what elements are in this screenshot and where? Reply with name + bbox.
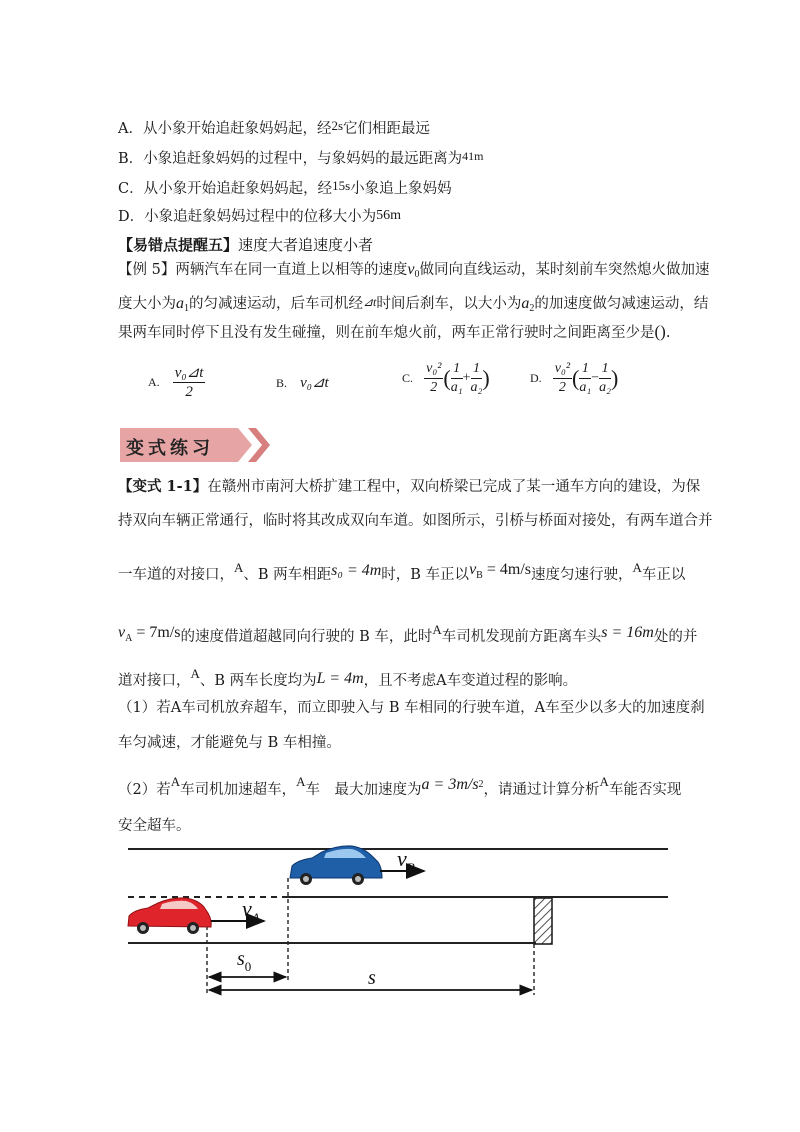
option-c-label: C． [118, 181, 144, 197]
example5-text: 度大小为 [118, 296, 176, 312]
choice-d-paren-open: ( [572, 365, 580, 391]
choice-c-paren-close: ) [482, 365, 490, 391]
option-a-text-after: 它们相距最远 [343, 121, 431, 137]
var-a1: a [176, 295, 184, 312]
var-A: A [296, 774, 306, 789]
variant-text: 时，B 车正以 [381, 567, 470, 583]
choice-a-num: v₀⊿t [174, 365, 204, 381]
choice-a-den: 2 [185, 384, 193, 400]
variant-text: 的速度借道超越同向行驶的 B 车，此时 [180, 629, 433, 645]
choice-c-paren-open: ( [443, 365, 451, 391]
eq-vb: v [469, 561, 477, 578]
choice-b-label: B. [276, 376, 288, 390]
var-a2-sub: 2 [529, 303, 535, 314]
variant-text: 车变道过程的影响。 [446, 673, 578, 689]
question2-text: 车司机加速超车， [180, 782, 297, 798]
choice-d-frac2-num: 1 [599, 360, 611, 379]
question1-text: （1）若 [118, 700, 171, 716]
option-c-value: 15s [332, 178, 351, 193]
example5-text: 的匀减速运动，后车司机经 [189, 296, 363, 312]
variant-text: 一车道的对接口， [118, 567, 234, 583]
option-d-label: D． [118, 209, 145, 225]
eq-va-sub: A [125, 633, 133, 644]
example5-text: 的加速度做匀减速运动，结 [534, 296, 709, 312]
car-a [128, 898, 211, 934]
question2-text: （2）若 [118, 782, 171, 798]
variant-text: 车正以 [641, 567, 686, 583]
option-b-text: 小象追赶象妈妈的过程中，与象妈妈的最远距离为 [143, 151, 463, 167]
merge-barrier [534, 898, 552, 944]
label-s0: $s_0$ [237, 948, 252, 974]
variant-text: 在赣州市南河大桥扩建工程中，双向桥梁已完成了某一通车方向的建设，为保 [207, 479, 701, 495]
label-vb: $v_B$ [397, 846, 415, 875]
choice-d-prefix-num: v₀² [553, 360, 572, 379]
choice-d-frac1-num: 1 [579, 360, 591, 379]
eq-vb-val: = 4m/s [482, 561, 531, 578]
practice-banner-text: 变式练习 [126, 438, 214, 459]
option-c-text-after: 小象追上象妈妈 [350, 181, 452, 197]
var-A: A [432, 622, 442, 637]
choice-c-frac1-num: 1 [451, 360, 463, 379]
var-A: A [170, 774, 181, 789]
var-A: A [599, 774, 609, 789]
example5-text: 时间后刹车，以大小为 [376, 296, 522, 312]
option-d-text: 小象追赶象妈妈过程中的位移大小为 [144, 209, 377, 225]
var-v0-sub: 0 [414, 269, 420, 280]
var-A: A [170, 700, 182, 716]
question2-text: 安全超车。 [118, 818, 191, 834]
option-a-label: A． [118, 121, 143, 137]
variant-label: 【变式 1-1】 [118, 478, 208, 495]
choice-c-frac2-den: a₂ [470, 380, 483, 395]
label-s: s [368, 967, 376, 989]
eq-a: a = 3m/s [421, 776, 479, 793]
question1-text: 车匀减速，才能避免与 B 车相撞。 [118, 735, 341, 751]
example5-period: . [665, 325, 671, 341]
variant-text: 、B 两车相距 [243, 567, 332, 583]
choice-d-op: − [591, 370, 600, 386]
var-A: A [534, 700, 546, 716]
label-va: $v_A$ [242, 896, 260, 925]
example5-label: 【例 5】 [118, 262, 176, 278]
choice-c-prefix-num: v₀² [424, 360, 443, 379]
question1-text: 车至少以多大的加速度刹 [545, 700, 705, 716]
choice-c-label: C. [402, 371, 414, 385]
variant-text: 道对接口， [118, 673, 191, 689]
question2-text: 车 最大加速度为 [305, 782, 422, 798]
eq-a-sup: 2 [478, 779, 484, 790]
choice-c-frac2-num: 1 [471, 360, 483, 379]
eq-s0: s₀ = 4m [331, 562, 382, 579]
var-A: A [234, 560, 244, 575]
choice-d-frac1-den: a₁ [579, 380, 592, 395]
variant-text: 、B 两车长度均为 [199, 673, 317, 689]
choice-d-frac2-den: a₂ [599, 380, 612, 395]
choice-c-op: + [462, 370, 471, 386]
question1-text: 车司机放弃超车，而立即驶入与 B 车相同的行驶车道， [181, 700, 535, 716]
variant-text: 车司机发现前方距离车头 [441, 629, 602, 645]
answer-blank: () [654, 322, 666, 341]
eq-va-val: = 7m/s [132, 624, 181, 641]
choice-c-prefix-den: 2 [430, 380, 438, 395]
var-dt: ⊿t [363, 295, 377, 309]
var-A: A [190, 666, 200, 681]
option-a-value: 2s [331, 118, 344, 133]
variant-text: 处的并 [653, 629, 698, 645]
variant-text: 速度匀速行驶， [530, 567, 633, 583]
question2-text: ，请通过计算分析 [483, 782, 600, 798]
var-A: A [632, 560, 642, 575]
var-a2: a [521, 295, 530, 312]
option-c-text: 从小象开始追赶象妈妈起，经 [143, 181, 333, 197]
eq-vb-sub: B [476, 570, 483, 581]
var-v0: v [407, 261, 415, 278]
example5-text: 两辆汽车在同一直道上以相等的速度 [175, 262, 408, 278]
eq-L: L = 4m [316, 670, 364, 687]
example5-text: 做同向直线运动，某时刻前车突然熄火做加速 [419, 262, 710, 278]
variant-text: 持双向车辆正常通行，临时将其改成双向车道。如图所示，引桥与桥面对接处，有两车道合并 [118, 513, 713, 529]
section-title: 速度大者追速度小者 [238, 236, 374, 254]
choice-d-prefix-den: 2 [558, 380, 566, 395]
option-d-value: 56m [376, 208, 402, 223]
example5-text: 果两车同时停下且没有发生碰撞，则在前车熄火前，两车正常行驶时之间距离至少是 [118, 325, 655, 341]
car-b [290, 846, 382, 885]
choice-d-paren-close: ) [611, 365, 619, 391]
variant-text: A [436, 673, 447, 689]
choice-b-expr: v₀⊿t [300, 375, 329, 391]
option-a-text: 从小象开始追赶象妈妈起，经 [142, 121, 332, 137]
option-b-value: 41m [462, 149, 484, 163]
section-bracket: 【易错点提醒五】 [118, 236, 239, 254]
choice-c-frac1-den: a₁ [450, 380, 463, 395]
question2-text: 车能否实现 [608, 782, 682, 798]
choice-a-label: A. [148, 375, 160, 389]
var-a1-sub: 1 [184, 303, 189, 314]
eq-va: v [118, 624, 126, 641]
variant-text: ，且不考虑 [363, 673, 437, 689]
eq-s: s = 16m [601, 624, 654, 641]
choice-d-label: D. [530, 371, 542, 385]
option-b-label: B． [118, 151, 144, 167]
